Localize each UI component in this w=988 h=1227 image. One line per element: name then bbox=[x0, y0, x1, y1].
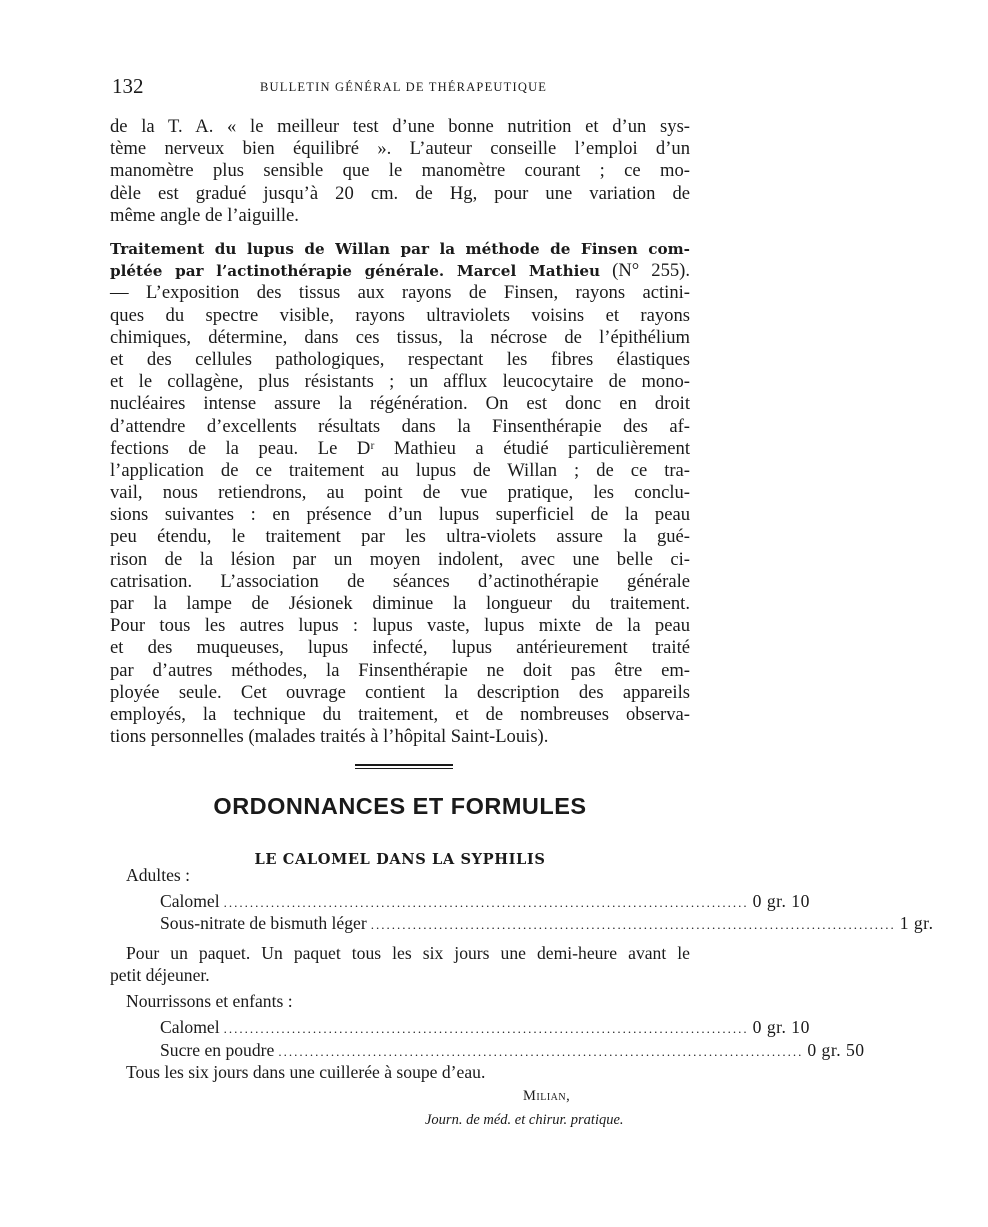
text-line: fections de la peau. Le Dʳ Mathieu a étudié particulièrement bbox=[110, 437, 690, 459]
page-number: 132 bbox=[112, 74, 144, 98]
text-line: Pour tous les autres lupus : lupus vaste, lupus mixte de la peau bbox=[110, 615, 690, 637]
text-line: par d’autres méthodes, la Finsenthérapie ne doit pas être em- bbox=[110, 659, 690, 681]
text-line: tions personnelles (malades traités à l’hôpital Saint-Louis). bbox=[110, 726, 549, 748]
running-title: BULLETIN GÉNÉRAL DE THÉRAPEUTIQUE bbox=[260, 80, 548, 94]
review-paragraph bbox=[110, 238, 690, 748]
ingredient-row bbox=[160, 913, 934, 935]
text-line: sions suivantes : en présence d’un lupus superficiel de la peau bbox=[110, 504, 690, 526]
text-line: l’application de ce traitement au lupus de Willan ; de ce tra- bbox=[110, 459, 690, 481]
ingredient-name: Calomel bbox=[160, 891, 220, 911]
text-line: — L’exposition des tissus aux rayons de Finsen, rayons actini- bbox=[110, 282, 690, 304]
text-line: peu étendu, le traitement par les ultra-violets assure la gué- bbox=[110, 526, 690, 548]
text-line: chimiques, détermine, dans ces tissus, la nécrose de l’épithélium bbox=[110, 326, 690, 348]
text-line: tème nerveux bien équilibré ». L’auteur conseille l’emploi d’un bbox=[110, 138, 690, 160]
text-line: ques du spectre visible, rayons ultraviolets voisins et rayons bbox=[110, 304, 690, 326]
text-line: dèle est gradué jusqu’à 20 cm. de Hg, pour une variation de bbox=[110, 182, 690, 204]
ingredient-quantity: 0 gr. 10 bbox=[752, 1017, 810, 1037]
text-line: nucléaires intense assure la régénération. On est donc en droit bbox=[110, 393, 690, 415]
section-subtitle: LE CALOMEL DANS LA SYPHILIS bbox=[254, 851, 546, 868]
text-line: par la lampe de Jésionek diminue la longueur du traitement. bbox=[110, 593, 690, 614]
paragraph-continuation bbox=[110, 116, 690, 227]
ingredient-quantity: 0 gr. 50 bbox=[807, 1040, 865, 1060]
leader-dots: .................................................................................................... bbox=[223, 1021, 749, 1036]
text-line: et des cellules pathologiques, respectant les fibres élastiques bbox=[110, 348, 690, 370]
text-line: vail, nous retiendrons, au point de vue pratique, les conclu- bbox=[110, 482, 690, 504]
section-divider-bottom bbox=[355, 768, 453, 769]
instruction-line: Tous les six jours dans une cuillerée à soupe d’eau. bbox=[126, 1062, 486, 1082]
review-title-line bbox=[110, 238, 690, 260]
text-line: catrisation. L’association de séances d’actinothérapie générale bbox=[110, 570, 690, 592]
section-divider-top bbox=[355, 764, 453, 766]
ingredient-quantity: 0 gr. 10 bbox=[752, 891, 810, 911]
text-line: de la T. A. « le meilleur test d’une bonne nutrition et d’un sys- bbox=[110, 116, 690, 137]
ingredient-row bbox=[160, 1040, 865, 1062]
instruction-line: Pour un paquet. Un paquet tous les six jours une demi-heure avant le bbox=[126, 943, 690, 963]
leader-dots: .................................................................................................... bbox=[370, 917, 896, 932]
children-label: Nourrissons et enfants : bbox=[126, 991, 293, 1011]
text-line: et le collagène, plus résistants ; un afflux leucocytaire de mono- bbox=[110, 371, 690, 393]
section-title: ORDONNANCES ET FORMULES bbox=[213, 793, 587, 819]
text-line: manomètre plus sensible que le manomètre courant ; ce mo- bbox=[110, 160, 690, 182]
text-line: ployée seule. Cet ouvrage contient la description des appareils bbox=[110, 681, 690, 703]
author-signature: Milian, bbox=[523, 1088, 571, 1104]
text-line: employés, la technique du traitement, et de nombreuses observa- bbox=[110, 703, 690, 725]
ingredient-row bbox=[160, 891, 810, 913]
text-line: d’attendre d’excellents résultats dans la Finsenthérapie des af- bbox=[110, 415, 690, 437]
text-line: rison de la lésion par un moyen indolent, avec une belle ci- bbox=[110, 548, 690, 570]
leader-dots: .................................................................................................... bbox=[223, 895, 749, 910]
ingredient-row bbox=[160, 1017, 810, 1039]
review-title: Traitement du lupus de Willan par la méthode de Finsen com- bbox=[110, 240, 690, 258]
ingredient-quantity: 1 gr. bbox=[899, 913, 934, 933]
source-citation: Journ. de méd. et chirur. pratique. bbox=[425, 1112, 624, 1128]
review-title-line bbox=[110, 260, 690, 282]
text-line: même angle de l’aiguille. bbox=[110, 204, 299, 226]
review-title-author: plétée par l’actinothérapie générale. Marcel Mathieu bbox=[110, 262, 601, 281]
leader-dots: .................................................................................................... bbox=[278, 1044, 804, 1059]
running-header bbox=[112, 74, 692, 100]
ingredient-name: Sucre en poudre bbox=[160, 1040, 275, 1060]
instruction-line: petit déjeuner. bbox=[110, 965, 210, 985]
ingredient-name: Calomel bbox=[160, 1017, 220, 1037]
text-line: et des muqueuses, lupus infecté, lupus antérieurement traité bbox=[110, 637, 690, 659]
adults-label: Adultes : bbox=[126, 865, 191, 885]
ingredient-name: Sous-nitrate de bismuth léger bbox=[160, 913, 367, 933]
review-number: (N° 255). bbox=[600, 260, 691, 282]
